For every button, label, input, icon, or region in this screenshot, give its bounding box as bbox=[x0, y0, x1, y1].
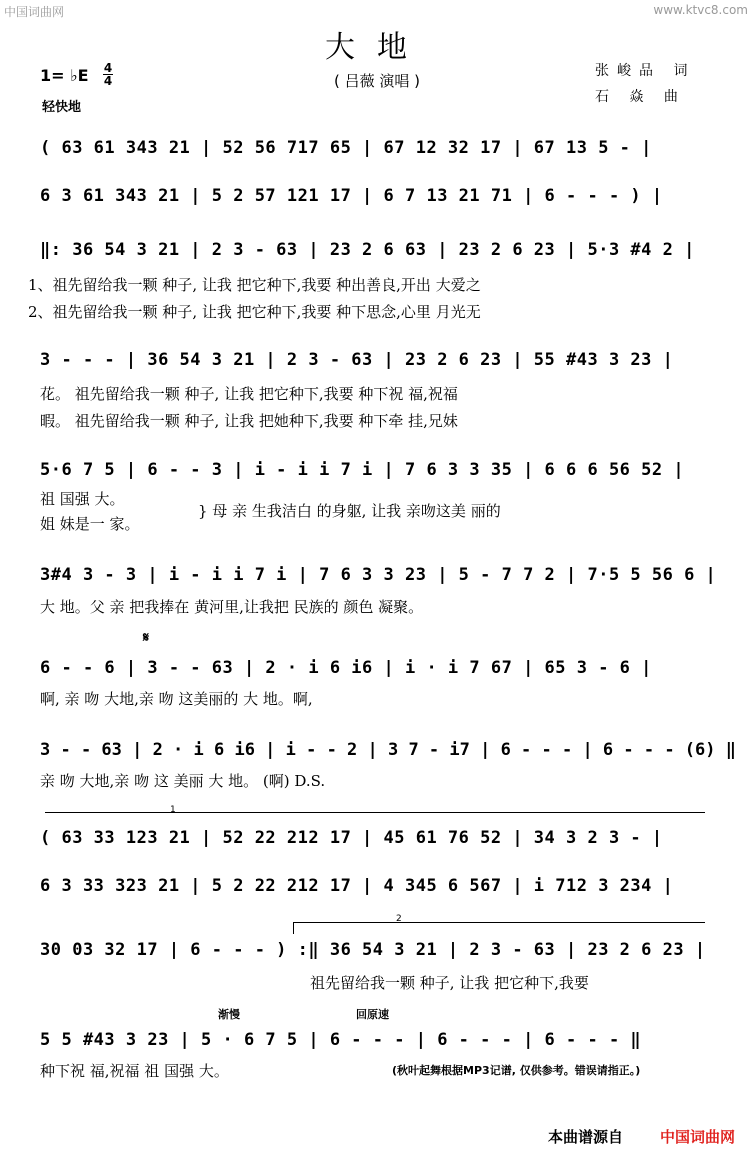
time-signature-top: 4 bbox=[103, 61, 113, 75]
lyric-verse1-line1: 1、祖先留给我一颗 种子, 让我 把它种下,我要 种出善良,开出 大爱之 bbox=[28, 276, 481, 294]
lyric-line4: 大 地。父 亲 把我捧在 黄河里,让我把 民族的 颜色 凝聚。 bbox=[40, 598, 424, 616]
score-system-11: 30 03 32 17 | 6 - - - ) :‖ 36 54 3 21 | 2 3 - 63 | 23 2 6 23 | bbox=[40, 940, 706, 960]
time-signature-bottom: 4 bbox=[103, 74, 113, 88]
volta-bracket-2-tick bbox=[293, 922, 294, 934]
lyric-verse2-line3: 姐 妹是一 家。 bbox=[40, 515, 140, 533]
segno-sign: 𝄋 bbox=[143, 630, 150, 646]
score-system-3: ‖: 36 54 3 21 | 2 3 - 63 | 23 2 6 63 | 23 2 6 23 | 5·3 #4 2 | bbox=[40, 240, 695, 260]
score-system-9: ( 63 33 123 21 | 52 22 212 17 | 45 61 76 52 | 34 3 2 3 - | bbox=[40, 828, 663, 848]
volta-number-1: 1 bbox=[170, 805, 176, 815]
volta-bracket-1 bbox=[45, 812, 705, 813]
score-system-12: 5 5 #43 3 23 | 5 · 6 7 5 | 6 - - - | 6 - - - | 6 - - - ‖ bbox=[40, 1030, 642, 1050]
score-system-6: 3#4 3 - 3 | i - i i 7 i | 7 6 3 3 23 | 5 - 7 7 2 | 7·5 5 56 6 | bbox=[40, 565, 717, 585]
lyric-line8: 种下祝 福,祝福 祖 国强 大。 bbox=[40, 1062, 229, 1080]
tempo-mark-ritardando: 渐慢 bbox=[218, 1008, 240, 1021]
lyric-verse2-line1: 2、祖先留给我一颗 种子, 让我 把它种下,我要 种下思念,心里 月光无 bbox=[28, 303, 481, 321]
score-system-7: 6 - - 6 | 3 - - 63 | 2 · i 6 i6 | i · i 7 67 | 65 3 - 6 | bbox=[40, 658, 652, 678]
watermark-site-name: 中国词曲网 bbox=[4, 5, 65, 19]
score-system-5: 5·6 7 5 | 6 - - 3 | i - i i 7 i | 7 6 3 3 35 | 6 6 6 56 52 | bbox=[40, 460, 685, 480]
volta-bracket-2 bbox=[293, 922, 705, 923]
lyric-line6: 亲 吻 大地,亲 吻 这 美丽 大 地。 (啊) D.S. bbox=[40, 772, 326, 790]
lyric-line7: 祖先留给我一颗 种子, 让我 把它种下,我要 bbox=[310, 974, 589, 992]
score-system-8: 3 - - 63 | 2 · i 6 i6 | i - - 2 | 3 7 - i7 | 6 - - - | 6 - - - (6) ‖ bbox=[40, 740, 736, 760]
lyric-verse1-line2: 花。 祖先留给我一颗 种子, 让我 把它种下,我要 种下祝 福,祝福 bbox=[40, 385, 458, 403]
composer-credit: 石 焱 曲 bbox=[595, 89, 686, 105]
score-system-2: 6 3 61 343 21 | 5 2 57 121 17 | 6 7 13 21 71 | 6 - - - ) | bbox=[40, 186, 663, 206]
score-system-4: 3 - - - | 36 54 3 21 | 2 3 - 63 | 23 2 6 23 | 55 #43 3 23 | bbox=[40, 350, 674, 370]
time-signature bbox=[103, 62, 113, 87]
lyric-shared-line3: } 母 亲 生我洁白 的身躯, 让我 亲吻这美 丽的 bbox=[198, 502, 501, 520]
source-site-link[interactable]: 中国词曲网 bbox=[660, 1128, 736, 1146]
song-title: 大地 bbox=[325, 30, 429, 65]
score-system-1: ( 63 61 343 21 | 52 56 717 65 | 67 12 32 17 | 67 13 5 - | bbox=[40, 138, 652, 158]
lyric-verse2-line2: 暇。 祖先留给我一颗 种子, 让我 把她种下,我要 种下牵 挂,兄妹 bbox=[40, 412, 458, 430]
volta-number-2: 2 bbox=[396, 914, 402, 924]
source-label: 本曲谱源自 bbox=[548, 1128, 624, 1146]
tempo-mark-a-tempo: 回原速 bbox=[356, 1008, 389, 1021]
key-signature: 1= ♭E bbox=[40, 66, 89, 85]
lyric-verse1-line3: 祖 国强 大。 bbox=[40, 490, 125, 508]
singer-credit: ( 吕薇 演唱 ) bbox=[333, 72, 420, 90]
lyricist-credit: 张峻品 词 bbox=[595, 63, 696, 79]
lyric-line5: 啊, 亲 吻 大地,亲 吻 这美丽的 大 地。啊, bbox=[40, 690, 313, 708]
score-system-10: 6 3 33 323 21 | 5 2 22 212 17 | 4 345 6 567 | i 712 3 234 | bbox=[40, 876, 674, 896]
watermark-site-url: www.ktvc8.com bbox=[653, 3, 748, 17]
tempo-marking: 轻快地 bbox=[42, 100, 82, 115]
transcriber-note: (秋叶起舞根据MP3记谱, 仅供参考。错误请指正。) bbox=[392, 1064, 641, 1077]
